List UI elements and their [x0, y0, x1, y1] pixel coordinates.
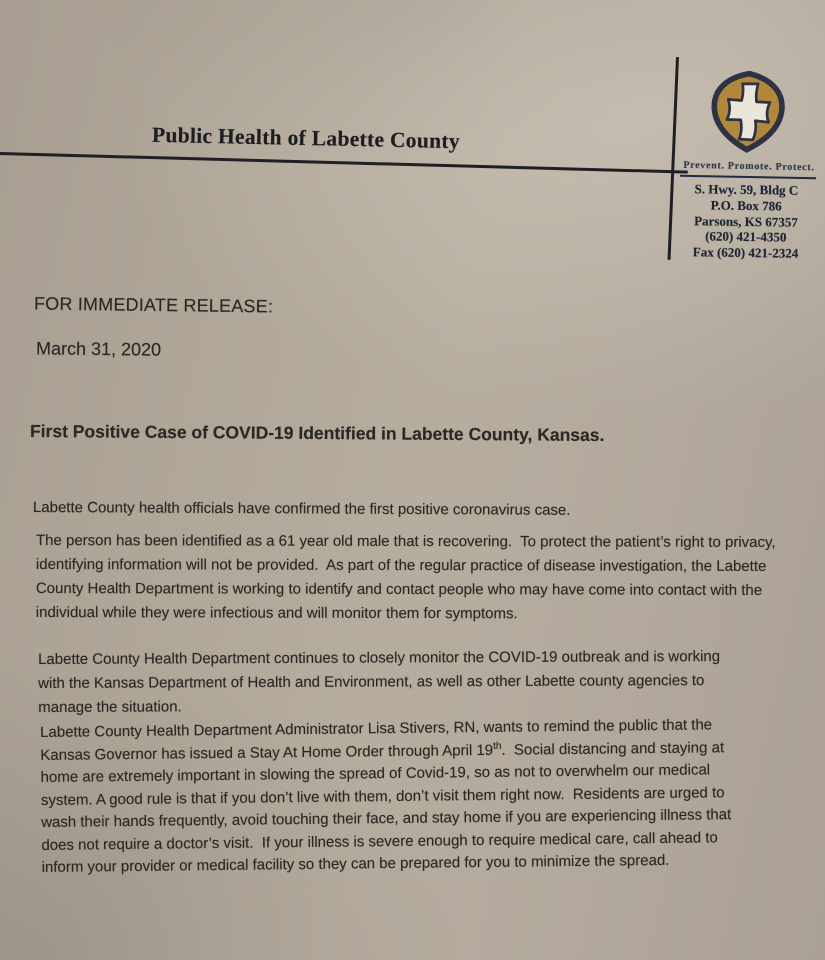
address-line: (620) 421-4350: [705, 228, 787, 245]
shield-cross-logo-icon: [704, 67, 793, 156]
motto-text: Prevent. Promote. Protect.: [683, 159, 815, 174]
letterhead-horizontal-rule: [0, 152, 688, 173]
paragraph-monitoring: Labette County Health Department continues to closely monitor the COVID-19 outbreak and is working with the Kansas Department of Health and Environment, as well as other Labette county agencies to manage the situation.: [38, 648, 725, 716]
address-line: P.O. Box 786: [710, 197, 782, 214]
organization-name: Public Health of Labette County: [151, 122, 461, 154]
motto-underline: [680, 175, 816, 180]
paragraph-stay-at-home: [40, 714, 762, 880]
paragraph-stay-at-home-part2: . Social distancing and staying at home are extremely important in slowing the spread of Covid-19, so as not to overwhelm our medical system. A good rule is that if you don’t live with them, don’t visit them right now. Residents are urged to wash their hands frequently, avoid touching their face, and stay home if you are experiencing illness that does not require a doctor’s visit. If your illness is severe enough to require medical care, call ahead to inform your provider or medical facility so they can be prepared for you to minimize the spread.: [40, 738, 736, 876]
ordinal-superscript: th: [492, 740, 502, 752]
address-block: [665, 181, 825, 262]
paragraph-patient-details: The person has been identified as a 61 year old male that is recovering. To protect the patient’s right to privacy, identifying information will not be provided. As part of the regular practice of disease investigation, the Labette County Health Department is working to identify and contact people who may have come into contact with the individual while they were infectious and will monitor them for symptoms.: [35, 532, 780, 623]
headline: First Positive Case of COVID-19 Identified in Labette County, Kansas.: [29, 420, 605, 446]
paragraph-confirmation: Labette County health officials have confirmed the first positive coronavirus case.: [32, 498, 571, 519]
address-line: Parsons, KS 67357: [694, 212, 798, 230]
for-immediate-release-label: FOR IMMEDIATE RELEASE:: [33, 293, 274, 317]
address-line: Fax (620) 421-2324: [692, 244, 799, 261]
paragraph-stay-at-home-part1: Labette County Health Department Administrator Lisa Stivers, RN, wants to remind the public that the Kansas Governor has issued a Stay At Home Order through April 19: [40, 716, 717, 764]
release-date: March 31, 2020: [35, 338, 162, 360]
address-line: S. Hwy. 59, Bldg C: [694, 181, 799, 198]
